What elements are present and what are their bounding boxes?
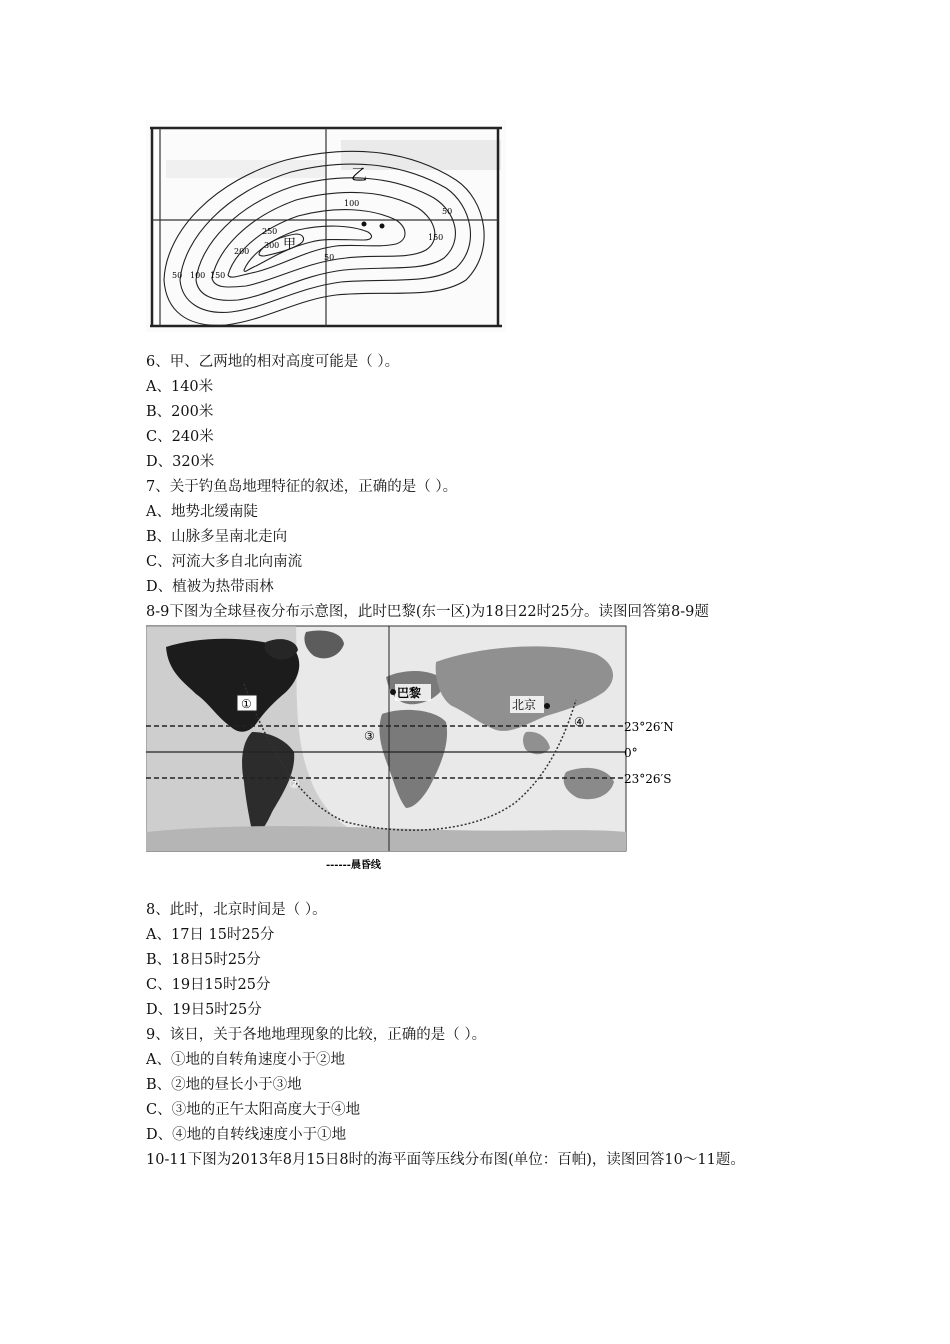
question-7-option-d: D、植被为热带雨林 [146, 579, 274, 595]
question-8-option-c: C、19日15时25分 [146, 977, 271, 993]
contour-value: 50 [172, 271, 183, 280]
equator-label: 0° [624, 746, 638, 760]
point-1-label: ① [241, 697, 252, 711]
question-7-stem: 7、关于钓鱼岛地理特征的叙述，正确的是（ ）。 [146, 479, 458, 495]
point-4-label: ④ [574, 715, 585, 729]
question-8-option-d: D、19日5时25分 [146, 1002, 262, 1018]
question-8-stem: 8、此时，北京时间是（ ）。 [146, 902, 327, 918]
question-9-stem: 9、该日，关于各地地理现象的比较，正确的是（ ）。 [146, 1027, 487, 1043]
question-6-option-b: B、200米 [146, 404, 214, 420]
tropic-north-label: 23°26′N [624, 720, 674, 734]
question-6-option-a: A、140米 [146, 379, 214, 395]
contour-value: 200 [234, 247, 250, 256]
intro-10-11: 10-11下图为2013年8月15日8时的海平面等压线分布图(单位：百帕)，读图回答10～11题。 [146, 1152, 745, 1168]
point-2-label: ② [289, 777, 300, 791]
beijing-label: 北京 [512, 698, 537, 712]
question-9-option-d: D、④地的自转线速度小于①地 [146, 1127, 347, 1143]
contour-value: 50 [442, 207, 453, 216]
question-7-option-b: B、山脉多呈南北走向 [146, 529, 288, 545]
contour-label-yi: 乙 [351, 165, 368, 184]
tropic-south-label: 23°26′S [624, 772, 672, 786]
question-6-option-c: C、240米 [146, 429, 214, 445]
question-9-option-b: B、②地的昼长小于③地 [146, 1077, 302, 1093]
question-8-option-a: A、17日 15时25分 [146, 927, 275, 943]
contour-map-figure [146, 120, 506, 332]
world-day-night-map [146, 622, 686, 872]
contour-map-svg [146, 120, 506, 332]
world-map-svg [146, 622, 686, 872]
contour-value: 50 [324, 253, 335, 262]
point-3-label: ③ [364, 729, 375, 743]
contour-value: 100 [190, 271, 206, 280]
question-9-option-a: A、①地的自转角速度小于②地 [146, 1052, 345, 1068]
paris-label: 巴黎 [397, 686, 422, 700]
question-8-option-b: B、18日5时25分 [146, 952, 261, 968]
contour-value: 150 [210, 271, 226, 280]
question-7-option-a: A、地势北缓南陡 [146, 504, 258, 520]
contour-value: 250 [262, 227, 278, 236]
contour-label-jia: 甲 [283, 237, 297, 252]
question-9-option-c: C、③地的正午太阳高度大于④地 [146, 1102, 361, 1118]
intro-8-9: 8-9下图为全球昼夜分布示意图，此时巴黎(东一区)为18日22时25分。读图回答第8-9题 [146, 604, 709, 620]
terminator-legend: ------晨昏线 [326, 860, 381, 871]
question-6-option-d: D、320米 [146, 454, 215, 470]
question-6-stem: 6、甲、乙两地的相对高度可能是（ ）。 [146, 354, 400, 370]
contour-value: 100 [344, 199, 360, 208]
contour-value: 300 [264, 241, 280, 250]
contour-value: 150 [428, 233, 444, 242]
question-7-option-c: C、河流大多自北向南流 [146, 554, 303, 570]
